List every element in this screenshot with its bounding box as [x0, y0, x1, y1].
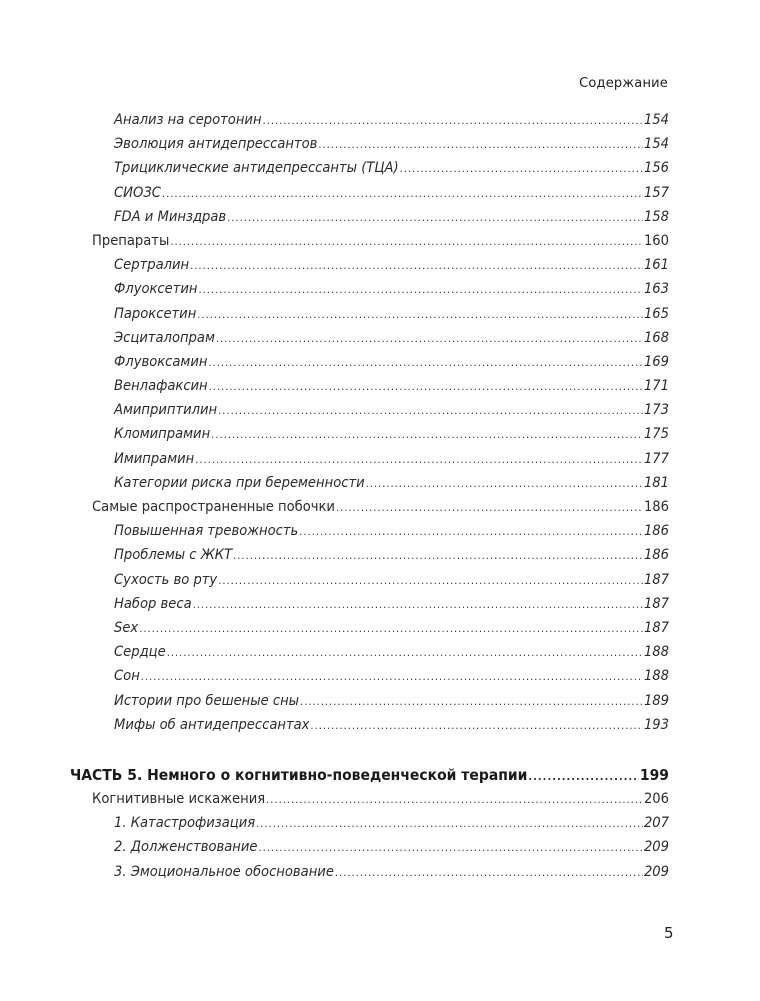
dot-leader: [216, 327, 643, 351]
toc-subsection-entry[interactable]: [70, 302, 669, 326]
toc-subsection-entry[interactable]: [70, 713, 669, 737]
toc-entry-title: ЧАСТЬ 5. Немного о когнитивно-поведенческой терапии: [70, 765, 528, 784]
dot-leader: [218, 569, 643, 593]
dot-leader: [300, 690, 643, 714]
toc-entry-page: 173: [643, 401, 669, 419]
toc-subsection-entry[interactable]: [70, 860, 669, 884]
dot-leader: [335, 861, 643, 885]
toc-entry-page: 154: [643, 111, 669, 128]
dot-leader: [528, 765, 638, 789]
dot-leader: [199, 278, 643, 302]
toc-entry-title: Сон: [114, 667, 140, 685]
dot-leader: [227, 206, 643, 230]
toc-entry-title: 3. Эмоциональное обоснование: [114, 862, 334, 880]
toc-entry-title: СИОЗС: [114, 183, 161, 201]
toc-subsection-entry[interactable]: [70, 181, 669, 205]
toc-entry-title: Эсциталопрам: [114, 328, 215, 346]
toc-subsection-entry[interactable]: [70, 592, 669, 616]
toc-entry-page: 165: [643, 304, 669, 322]
dot-leader: [193, 593, 643, 617]
toc-entry-title: Сертралин: [114, 256, 190, 274]
toc-entry-page: 189: [643, 691, 669, 709]
toc-subsection-entry[interactable]: [70, 616, 669, 640]
toc-section-entry[interactable]: [70, 787, 669, 811]
section-gap: [70, 737, 669, 763]
toc-entry-page: 168: [643, 328, 669, 346]
toc-entry-page: 177: [643, 449, 669, 467]
toc-subsection-entry[interactable]: [70, 471, 669, 495]
toc-entry-title: Мифы об антидепрессантах: [114, 715, 310, 733]
toc-entry-title: Сухость во рту: [114, 570, 218, 588]
toc-entry-title: Флуоксетин: [114, 280, 198, 298]
toc-entry-title: Кломипрамин: [114, 425, 211, 443]
toc-subsection-entry[interactable]: [70, 811, 669, 835]
toc-entry-page: 199: [639, 765, 669, 784]
toc-entry-page: 186: [643, 498, 669, 515]
toc-entry-title: Самые распространенные побочки: [92, 498, 335, 515]
toc-entry-page: 161: [643, 256, 669, 274]
dot-leader: [400, 157, 643, 181]
toc-group-medications: [70, 108, 669, 737]
toc-entry-title: Пароксетин: [114, 304, 197, 322]
page-number: 5: [664, 924, 674, 942]
toc-subsection-entry[interactable]: [70, 374, 669, 398]
toc-section-entry[interactable]: [70, 229, 669, 253]
toc-entry-page: 209: [643, 862, 669, 880]
toc-subsection-entry[interactable]: [70, 568, 669, 592]
toc-section-entry[interactable]: [70, 495, 669, 519]
toc-entry-title: Амиприптилин: [114, 401, 218, 419]
toc-subsection-entry[interactable]: [70, 326, 669, 350]
toc-entry-page: 158: [643, 207, 669, 225]
dot-leader: [195, 448, 643, 472]
toc-entry-page: 157: [643, 183, 669, 201]
dot-leader: [233, 544, 643, 568]
dot-leader: [318, 133, 643, 157]
toc-subsection-entry[interactable]: [70, 664, 669, 688]
dot-leader: [162, 182, 643, 206]
toc-entry-page: 156: [643, 159, 669, 177]
toc-entry-title: Истории про бешеные сны: [114, 691, 300, 709]
toc-subsection-entry[interactable]: [70, 640, 669, 664]
toc-subsection-entry[interactable]: [70, 447, 669, 471]
toc-subsection-entry[interactable]: [70, 422, 669, 446]
toc-subsection-entry[interactable]: [70, 277, 669, 301]
dot-leader: [141, 665, 643, 689]
toc-entry-page: 160: [643, 231, 669, 249]
dot-leader: [139, 617, 643, 641]
toc-entry-title: Трициклические антидепрессанты (ТЦА): [114, 159, 399, 177]
dot-leader: [299, 520, 643, 544]
toc-entry-page: 187: [643, 570, 669, 588]
dot-leader: [197, 303, 643, 327]
toc-entry-title: Когнитивные искажения: [92, 790, 266, 808]
dot-leader: [366, 472, 643, 496]
toc-entry-page: 207: [643, 814, 669, 832]
dot-leader: [208, 351, 642, 375]
toc-entry-title: 2. Долженствование: [114, 838, 258, 856]
toc-entry-title: Сердце: [114, 643, 166, 661]
dot-leader: [256, 812, 643, 836]
toc-entry-title: Венлафаксин: [114, 377, 208, 395]
toc-subsection-entry[interactable]: [70, 205, 669, 229]
toc-subsection-entry[interactable]: [70, 156, 669, 180]
dot-leader: [266, 788, 643, 812]
toc-entry-page: 187: [643, 594, 669, 612]
toc-subsection-entry[interactable]: [70, 398, 669, 422]
toc-entry-page: 188: [643, 667, 669, 685]
toc-entry-page: 169: [643, 352, 669, 370]
dot-leader: [259, 836, 643, 860]
dot-leader: [170, 230, 643, 254]
toc-entry-page: 181: [643, 473, 669, 491]
toc-subsection-entry[interactable]: [70, 543, 669, 567]
toc-subsection-entry[interactable]: [70, 835, 669, 859]
dot-leader: [263, 109, 643, 133]
toc-entry-page: 171: [643, 377, 669, 395]
toc-entry-page: 206: [643, 790, 669, 808]
toc-entry-title: Sex: [114, 618, 139, 636]
toc-entry-page: 175: [643, 425, 669, 443]
toc-entry-title: Набор веса: [114, 594, 192, 612]
toc-entry-page: 186: [643, 546, 669, 564]
toc-entry-title: Анализ на серотонин: [114, 111, 262, 128]
toc-entry-title: 1. Катастрофизация: [114, 814, 256, 832]
toc-subsection-entry[interactable]: [70, 108, 669, 132]
toc-entry-title: Повышенная тревожность: [114, 522, 299, 540]
toc-entry-title: Категории риска при беременности: [114, 473, 365, 491]
toc-entry-title: Препараты: [92, 231, 170, 249]
dot-leader: [209, 375, 643, 399]
toc-part-heading[interactable]: [70, 763, 669, 787]
dot-leader: [218, 399, 643, 423]
toc-entry-title: Имипрамин: [114, 449, 195, 467]
toc-entry-title: Проблемы с ЖКТ: [114, 546, 233, 564]
dot-leader: [167, 641, 643, 665]
toc-entry-page: 188: [643, 643, 669, 661]
toc-entry-page: 193: [643, 715, 669, 733]
toc-entry-page: 154: [643, 135, 669, 153]
running-head: Содержание: [579, 76, 668, 91]
toc-subsection-entry[interactable]: [70, 519, 669, 543]
toc-subsection-entry[interactable]: [70, 253, 669, 277]
toc-entry-title: Эволюция антидепрессантов: [114, 135, 318, 153]
table-of-contents: [70, 108, 669, 884]
toc-entry-page: 163: [643, 280, 669, 298]
toc-subsection-entry[interactable]: [70, 350, 669, 374]
toc-entry-title: FDA и Минздрав: [114, 207, 227, 225]
toc-group-part-5: [70, 763, 669, 884]
toc-entry-page: 186: [643, 522, 669, 540]
toc-entry-title: Флувоксамин: [114, 352, 208, 370]
toc-entry-page: 209: [643, 838, 669, 856]
dot-leader: [211, 423, 643, 447]
dot-leader: [310, 714, 643, 738]
toc-entry-page: 187: [643, 618, 669, 636]
toc-subsection-entry[interactable]: [70, 132, 669, 156]
toc-subsection-entry[interactable]: [70, 689, 669, 713]
dot-leader: [336, 496, 643, 520]
dot-leader: [190, 254, 643, 278]
